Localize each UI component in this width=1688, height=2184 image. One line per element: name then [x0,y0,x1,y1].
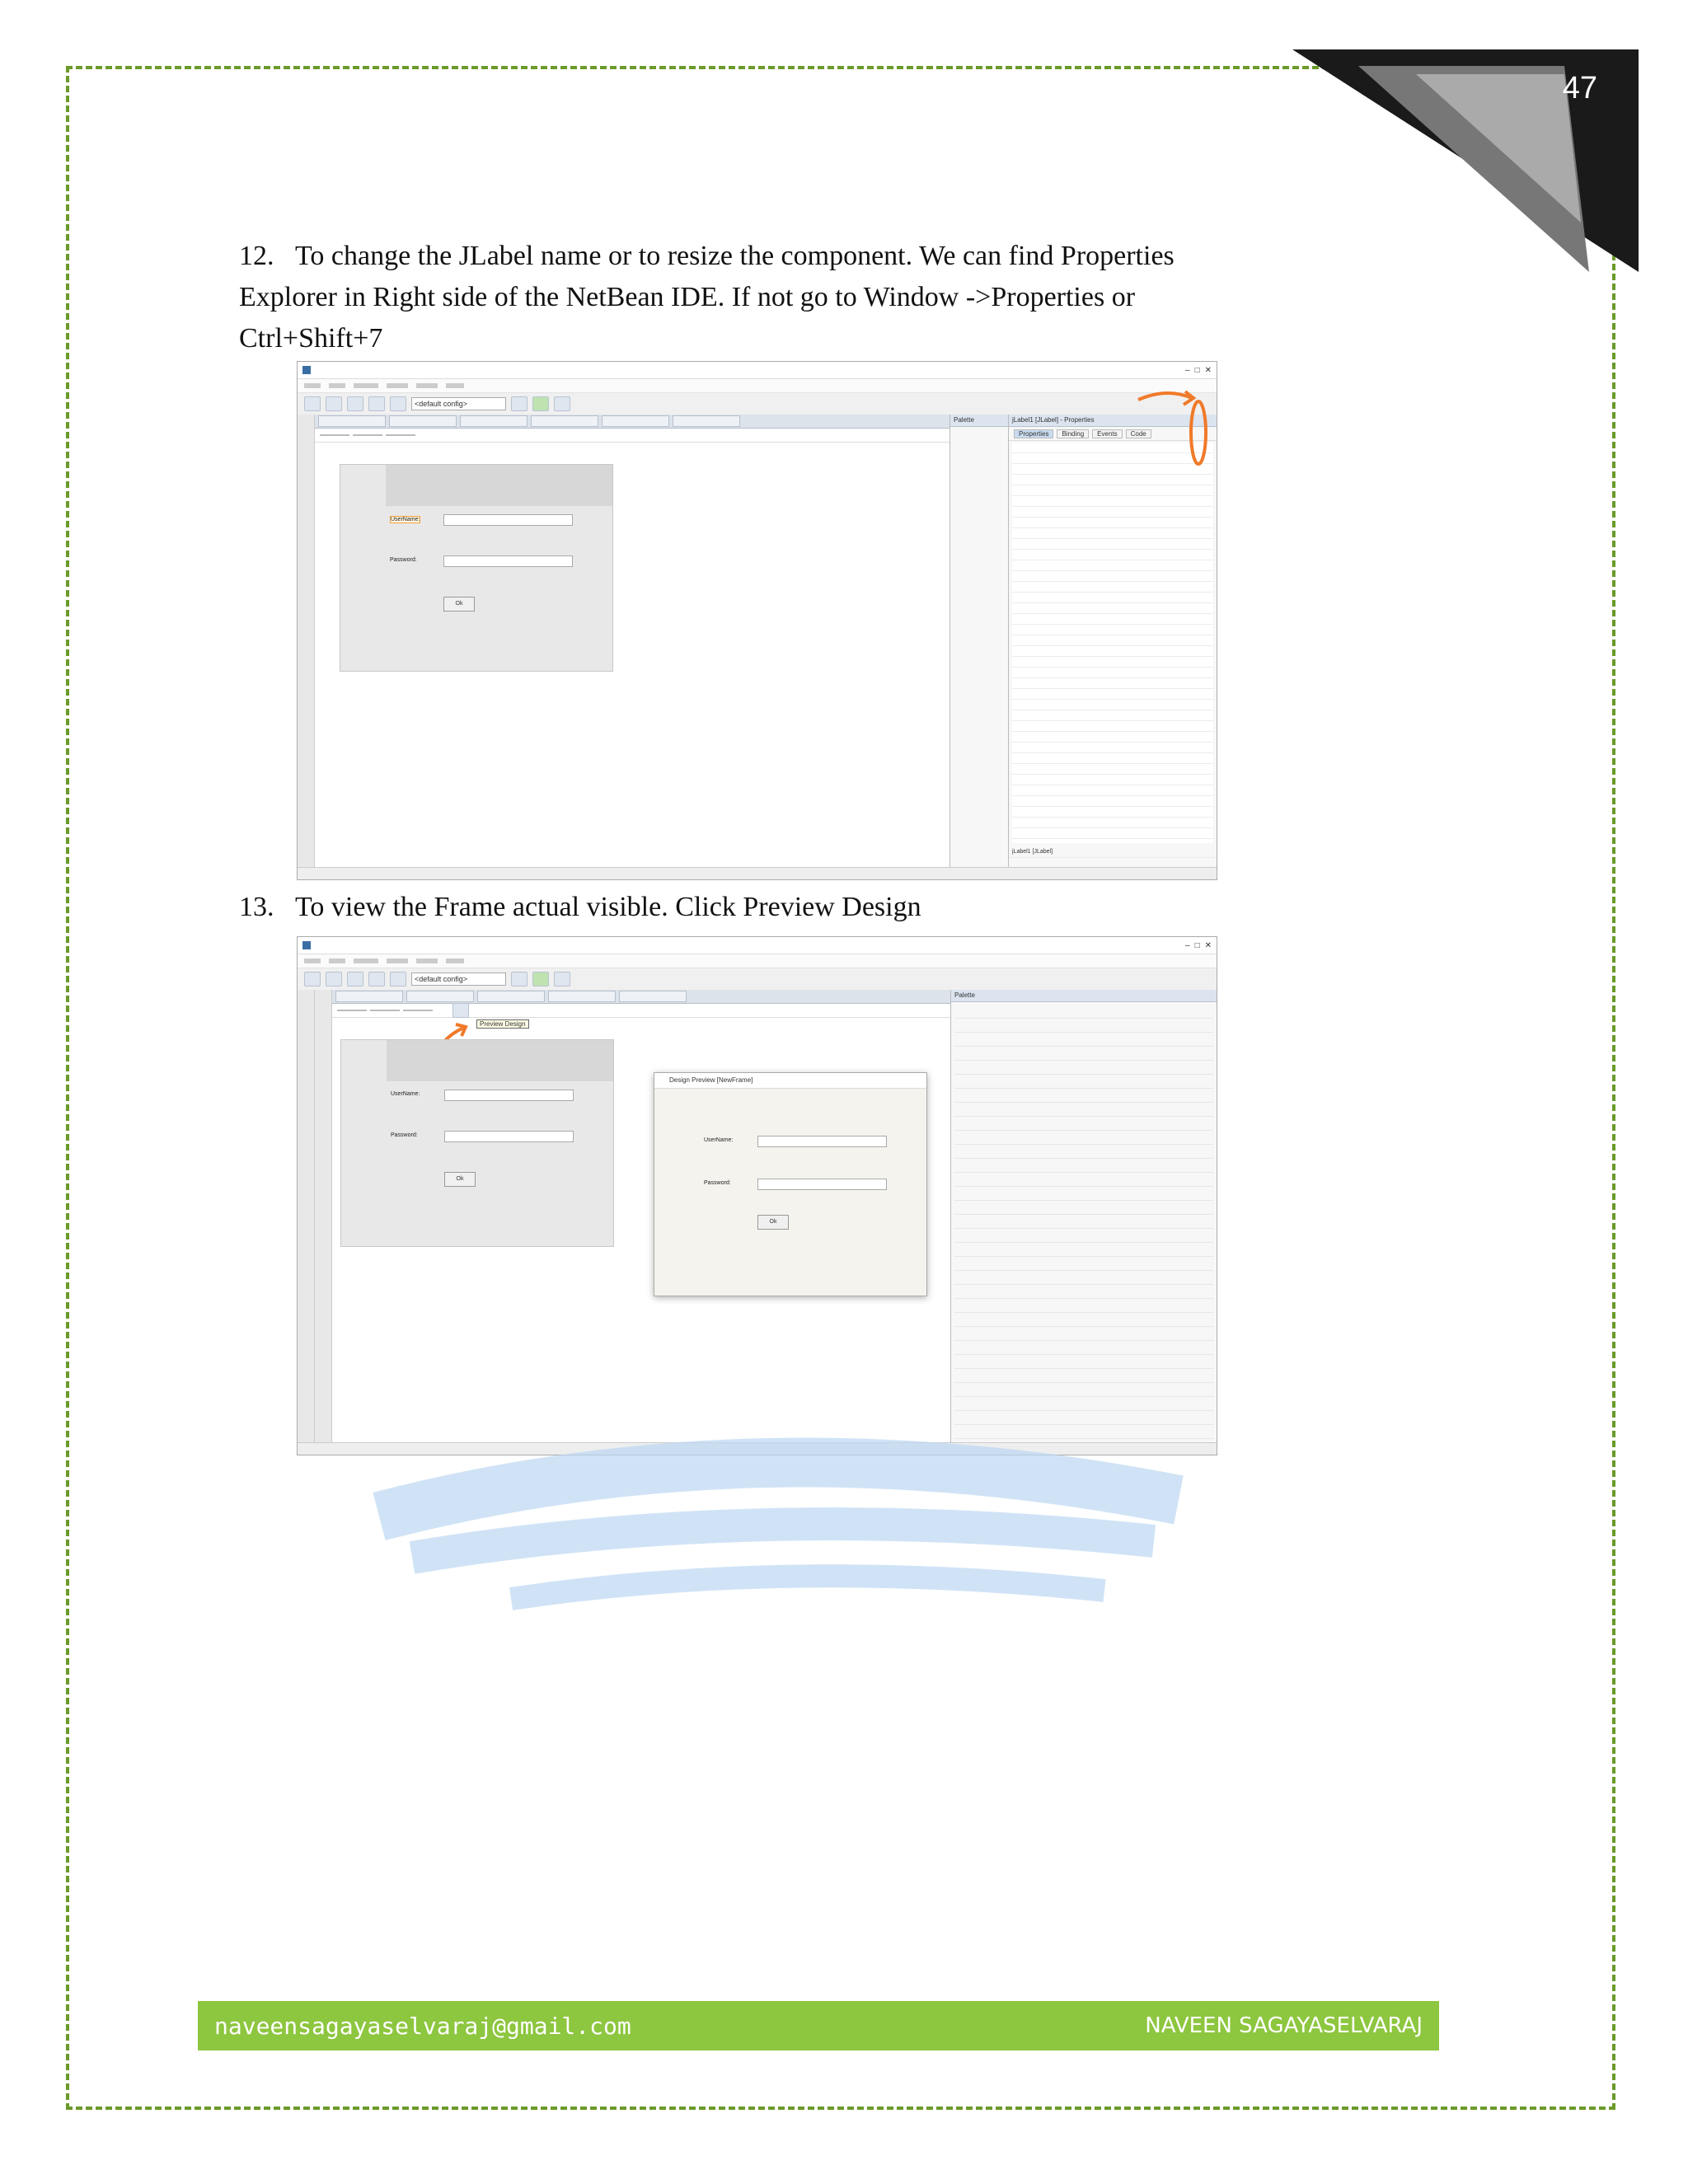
close-icon[interactable]: ✕ [1204,365,1212,375]
editor-area [315,415,950,868]
run-icon[interactable] [532,396,549,411]
new-project-icon[interactable] [326,396,342,411]
menu-item[interactable] [354,383,378,388]
form-region [386,465,612,506]
menu-item[interactable] [416,958,438,963]
menu-item[interactable] [304,383,321,388]
tab-source[interactable] [337,1010,367,1011]
app-icon [302,366,311,374]
watermark-logo [363,1434,1187,1632]
design-preview-dialog[interactable] [654,1072,927,1296]
config-combo[interactable]: <default config> [411,397,506,410]
side-strip [315,990,332,1443]
run-icon[interactable] [532,972,549,987]
password-field[interactable] [444,1131,574,1142]
ok-button[interactable]: Ok [443,597,475,612]
toolbar [298,968,1217,991]
file-tab[interactable] [548,991,616,1002]
editor-area [332,990,951,1443]
palette-title: Palette [950,415,1008,427]
file-tab[interactable] [406,991,474,1002]
step-text: To change the JLabel name or to resize the component. We can find Properties Explorer in Right side of the NetBean IDE. If not go to Window ->Properties or Ctrl+Shift+7 [239,241,1175,354]
file-tab[interactable] [318,415,386,427]
file-tab[interactable] [619,991,687,1002]
palette-panel [951,990,1217,1443]
file-tab[interactable] [602,415,669,427]
app-icon [302,941,311,949]
window-titlebar [298,362,1217,379]
undo-icon[interactable] [390,396,406,411]
password-label[interactable]: Password: [391,1132,418,1138]
tab-history[interactable] [386,434,415,436]
editor-tabs [315,415,950,429]
editor-tabs [332,990,950,1004]
form-region [387,1040,613,1081]
selected-component: jLabel1 [JLabel] [1009,847,1217,858]
window-titlebar [298,937,1217,954]
toolbar [298,393,1217,415]
ide-body [298,415,1217,868]
file-tab[interactable] [335,991,403,1002]
minimize-icon[interactable]: – [1185,365,1190,375]
tab-events[interactable]: Events [1092,429,1122,438]
palette-panel [950,415,1009,868]
preview-username-label: UserName: [704,1137,734,1143]
preview-ok-button[interactable]: Ok [757,1215,789,1230]
file-tab[interactable] [673,415,740,427]
new-project-icon[interactable] [326,972,342,987]
side-strip [298,415,315,868]
tab-history[interactable] [403,1010,433,1011]
property-rows[interactable] [1012,443,1213,843]
menu-item[interactable] [329,383,345,388]
new-file-icon[interactable] [304,396,321,411]
tab-source[interactable] [320,434,349,436]
page-footer [198,2001,1439,2050]
file-tab[interactable] [477,991,545,1002]
close-icon[interactable]: ✕ [1204,940,1212,950]
config-combo[interactable]: <default config> [411,972,506,986]
design-form[interactable] [340,464,613,672]
step-number: 13. [239,892,274,922]
status-bar [298,867,1217,879]
file-tab[interactable] [460,415,528,427]
footer-author: NAVEEN SAGAYASELVARAJ [1145,2013,1423,2038]
maximize-icon[interactable]: □ [1194,940,1200,950]
menu-item[interactable] [387,958,408,963]
undo-icon[interactable] [390,972,406,987]
step-number: 12. [239,241,274,271]
tab-properties[interactable]: Properties [1014,429,1053,438]
dialog-title: Design Preview [NewFrame] [654,1073,926,1089]
menu-bar [298,379,1217,393]
page-number: 47 [1562,71,1597,105]
ok-button[interactable]: Ok [444,1172,476,1187]
maximize-icon[interactable]: □ [1194,365,1200,375]
tab-design[interactable] [353,434,382,436]
properties-title: jLabel1 [JLabel] - Properties [1009,415,1217,427]
tab-binding[interactable]: Binding [1057,429,1089,438]
preview-design-icon[interactable] [452,1003,469,1018]
step-12 [239,236,1228,359]
side-strip [298,990,315,1443]
step-13 [239,887,1228,928]
design-subtabs [315,429,950,443]
menu-item[interactable] [329,958,345,963]
tab-design[interactable] [370,1010,400,1011]
netbeans-screenshot-preview [297,936,1217,1455]
username-label[interactable]: UserName: [391,517,420,523]
menu-item[interactable] [304,958,321,963]
file-tab[interactable] [389,415,457,427]
password-field[interactable] [443,555,573,567]
menu-item[interactable] [354,958,378,963]
new-file-icon[interactable] [304,972,321,987]
menu-item[interactable] [387,383,408,388]
netbeans-screenshot-properties [297,361,1217,880]
username-label[interactable]: UserName: [391,1091,420,1097]
username-field[interactable] [444,1090,574,1101]
username-field[interactable] [443,514,573,526]
open-icon[interactable] [347,972,363,987]
properties-panel [1009,415,1217,868]
password-label[interactable]: Password: [390,557,417,563]
minimize-icon[interactable]: – [1185,940,1190,950]
design-form[interactable] [340,1039,614,1247]
palette-title: Palette [951,990,1217,1002]
menu-item[interactable] [446,383,464,388]
menu-item[interactable] [416,383,438,388]
menu-bar [298,954,1217,968]
build-icon[interactable] [511,972,528,987]
preview-tooltip: Preview Design [476,1019,529,1029]
preview-username-field[interactable] [757,1136,887,1147]
menu-item[interactable] [446,958,464,963]
save-icon[interactable] [368,972,385,987]
preview-password-field[interactable] [757,1179,887,1190]
ide-body [298,990,1217,1443]
palette-items[interactable] [954,1005,1213,1440]
design-subtabs [332,1004,950,1018]
save-icon[interactable] [368,396,385,411]
preview-password-label: Password: [704,1180,731,1186]
debug-icon[interactable] [554,972,570,987]
file-tab[interactable] [531,415,598,427]
step-text: To view the Frame actual visible. Click Preview Design [295,892,921,922]
orange-arrow-icon [1134,383,1208,466]
build-icon[interactable] [511,396,528,411]
footer-email: naveensagayaselvaraj@gmail.com [214,2012,631,2040]
tab-code[interactable]: Code [1126,429,1151,438]
debug-icon[interactable] [554,396,570,411]
open-icon[interactable] [347,396,363,411]
